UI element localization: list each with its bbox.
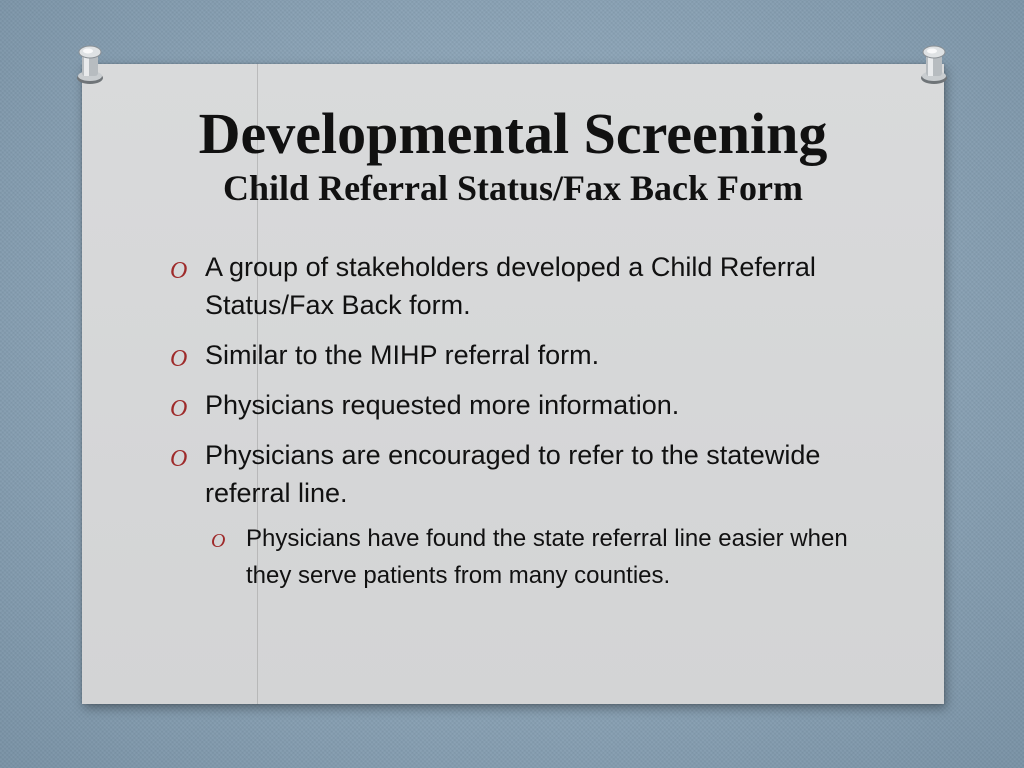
bullet-text: Physicians requested more information. xyxy=(205,390,680,420)
bullet-marker-icon: O xyxy=(170,396,188,422)
pushpin-left-icon xyxy=(70,40,110,86)
bullet-marker-icon: O xyxy=(211,530,226,552)
bullet-marker-icon: O xyxy=(170,258,188,284)
bullet-text: A group of stakeholders developed a Child Referral Status/Fax Back form. xyxy=(205,252,816,320)
bullet-list xyxy=(170,248,850,594)
pushpin-right-icon xyxy=(914,40,954,86)
bullet-text: Physicians are encouraged to refer to the statewide referral line. xyxy=(205,440,821,508)
slide-subtitle: Child Referral Status/Fax Back Form xyxy=(223,168,803,208)
bullet-text: Similar to the MIHP referral form. xyxy=(205,340,600,370)
sub-bullet-item xyxy=(211,520,850,594)
bullet-item xyxy=(170,248,850,324)
bullet-marker-icon: O xyxy=(170,446,188,472)
bullet-item xyxy=(170,336,850,374)
bullet-text: Physicians have found the state referral line easier when they serve patients from many counties. xyxy=(246,525,848,589)
bullet-item xyxy=(170,386,850,424)
bullet-item xyxy=(170,436,850,512)
title-block xyxy=(82,100,944,208)
bullet-marker-icon: O xyxy=(170,346,188,372)
slide-title: Developmental Screening xyxy=(198,101,828,166)
